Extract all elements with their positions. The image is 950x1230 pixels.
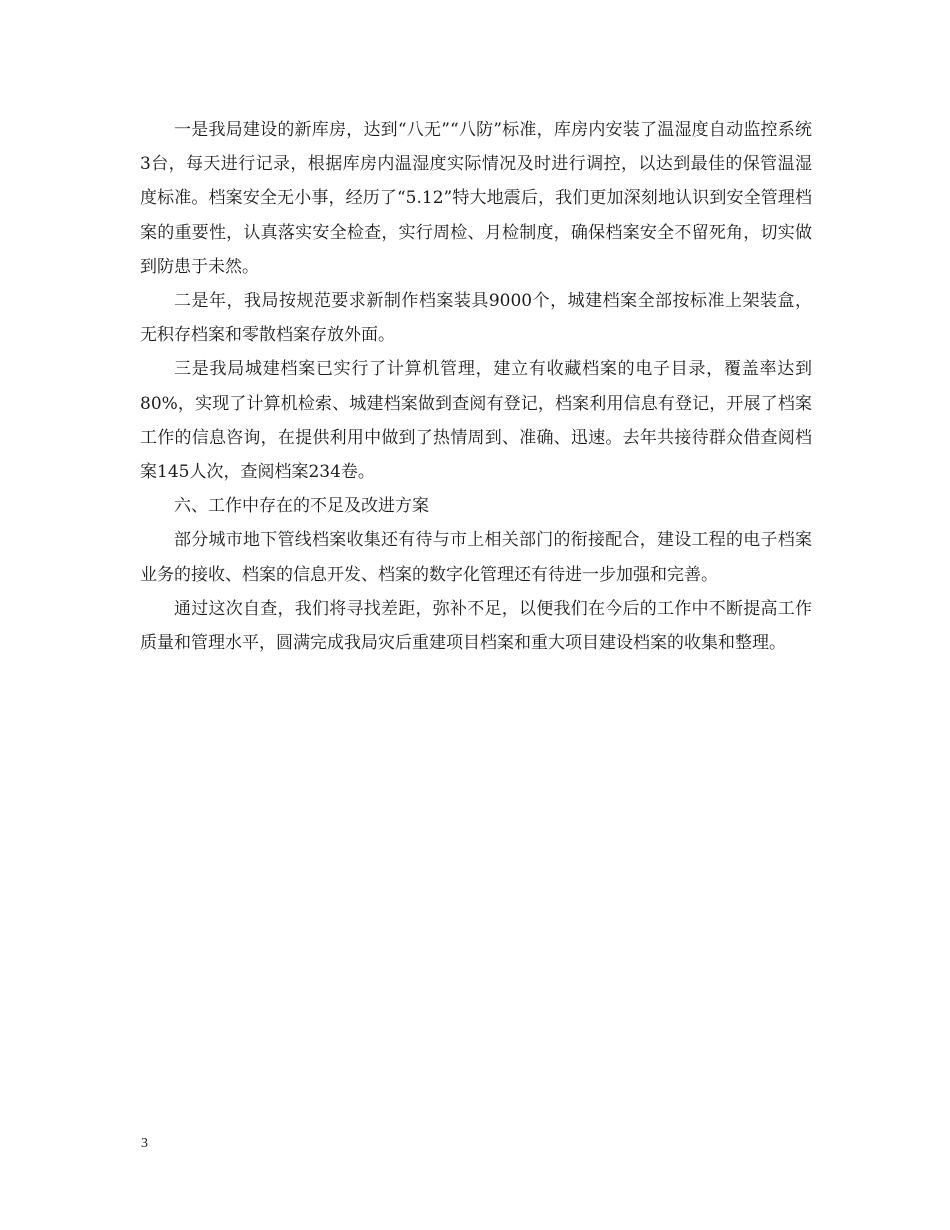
paragraph-shortcomings: 部分城市地下管线档案收集还有待与市上相关部门的衔接配合，建设工程的电子档案业务的接收、档案的信息开发、档案的数字化管理还有待进一步加强和完善。 <box>140 530 812 585</box>
paragraph-archive-equipment: 二是年，我局按规范要求新制作档案装具9000个，城建档案全部按标准上架装盒，无积存档案和零散档案存放外面。 <box>140 291 812 346</box>
paragraph-conclusion: 通过这次自查，我们将寻找差距，弥补不足，以便我们在今后的工作中不断提高工作质量和管理水平，圆满完成我局灾后重建项目档案和重大项目建设档案的收集和整理。 <box>140 598 812 654</box>
paragraph-computer-management: 三是我局城建档案已实行了计算机管理，建立有收藏档案的电子目录，覆盖率达到80%，实现了计算机检索、城建档案做到查阅有登记，档案利用信息有登记，开展了档案工作的信息咨询，在提供利用中做到了热情周到、准确、迅速。去年共接待群众借查阅档案145人次，查阅档案234卷。 <box>140 359 812 483</box>
paragraph-new-archive-storage: 一是我局建设的新库房，达到“八无”“八防”标准，库房内安装了温湿度自动监控系统3台，每天进行记录，根据库房内温湿度实际情况及时进行调控，以达到最佳的保管温湿度标准。档案安全无小事，经历了“5.12”特大地震后，我们更加深刻地认识到安全管理档案的重要性，认真落实安全检查，实行周检、月检制度，确保档案安全不留死角，切实做到防患于未然。 <box>140 120 812 277</box>
page-number: 3 <box>141 1136 148 1151</box>
section-heading-shortcomings: 六、工作中存在的不足及改进方案 <box>174 496 429 517</box>
document-body <box>140 113 812 660</box>
